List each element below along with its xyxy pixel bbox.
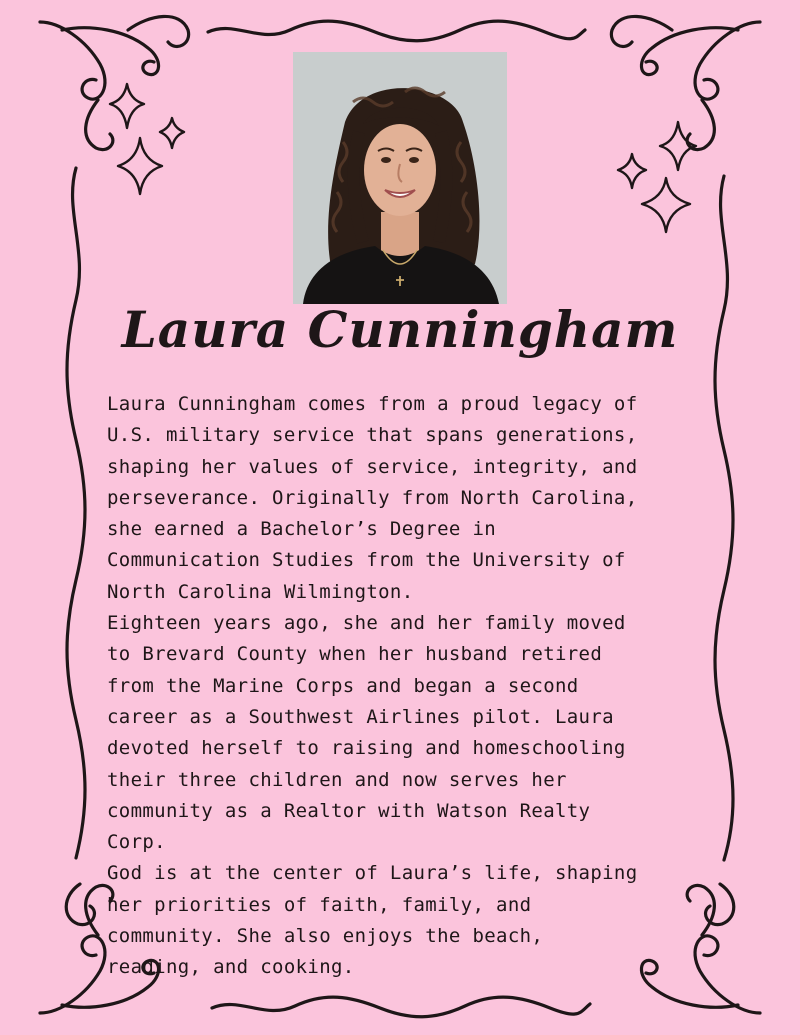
scroll-top-left-1 xyxy=(40,22,105,99)
scroll-top-right-1 xyxy=(695,22,760,99)
sparkle-icon xyxy=(618,154,646,188)
left-wave-line xyxy=(67,168,85,858)
bio-paragraph: Laura Cunningham comes from a proud legacy of U.S. military service that spans generations, shaping her values of service, integrity, and perseverance. Originally from North Carolina, she earned a Bachelor’s Degree in Communication Studies from the University of North Carolina Wilmington. xyxy=(107,393,638,603)
scroll-top-left-4 xyxy=(86,100,113,150)
scroll-top-left-2 xyxy=(62,28,159,75)
bio-paragraph: God is at the center of Laura’s life, shaping her priorities of faith, family, and community. She also enjoys the beach, reading, and cooking. xyxy=(107,862,638,979)
scroll-top-right-4 xyxy=(687,100,714,150)
sparkle-icon xyxy=(160,118,184,148)
profile-name: Laura Cunningham xyxy=(121,300,679,359)
bio-text xyxy=(107,389,719,984)
scroll-bottom-left-1 xyxy=(40,936,105,1013)
profile-photo xyxy=(293,52,507,304)
sparkle-icon xyxy=(642,178,690,232)
top-wave-line xyxy=(208,21,585,41)
sparkle-icon xyxy=(110,84,144,128)
sparkle-icon xyxy=(118,138,162,194)
bio-paragraph: Eighteen years ago, she and her family moved to Brevard County when her husband retired from the Marine Corps and began a second career as a Southwest Airlines pilot. Laura devoted herself to raising and homeschooling their three children and now serves her community as a Realtor with Watson Realty Corp. xyxy=(107,612,626,854)
scroll-top-right-2 xyxy=(641,28,738,75)
portrait-illustration xyxy=(293,52,507,304)
bottom-wave-line xyxy=(212,997,590,1017)
